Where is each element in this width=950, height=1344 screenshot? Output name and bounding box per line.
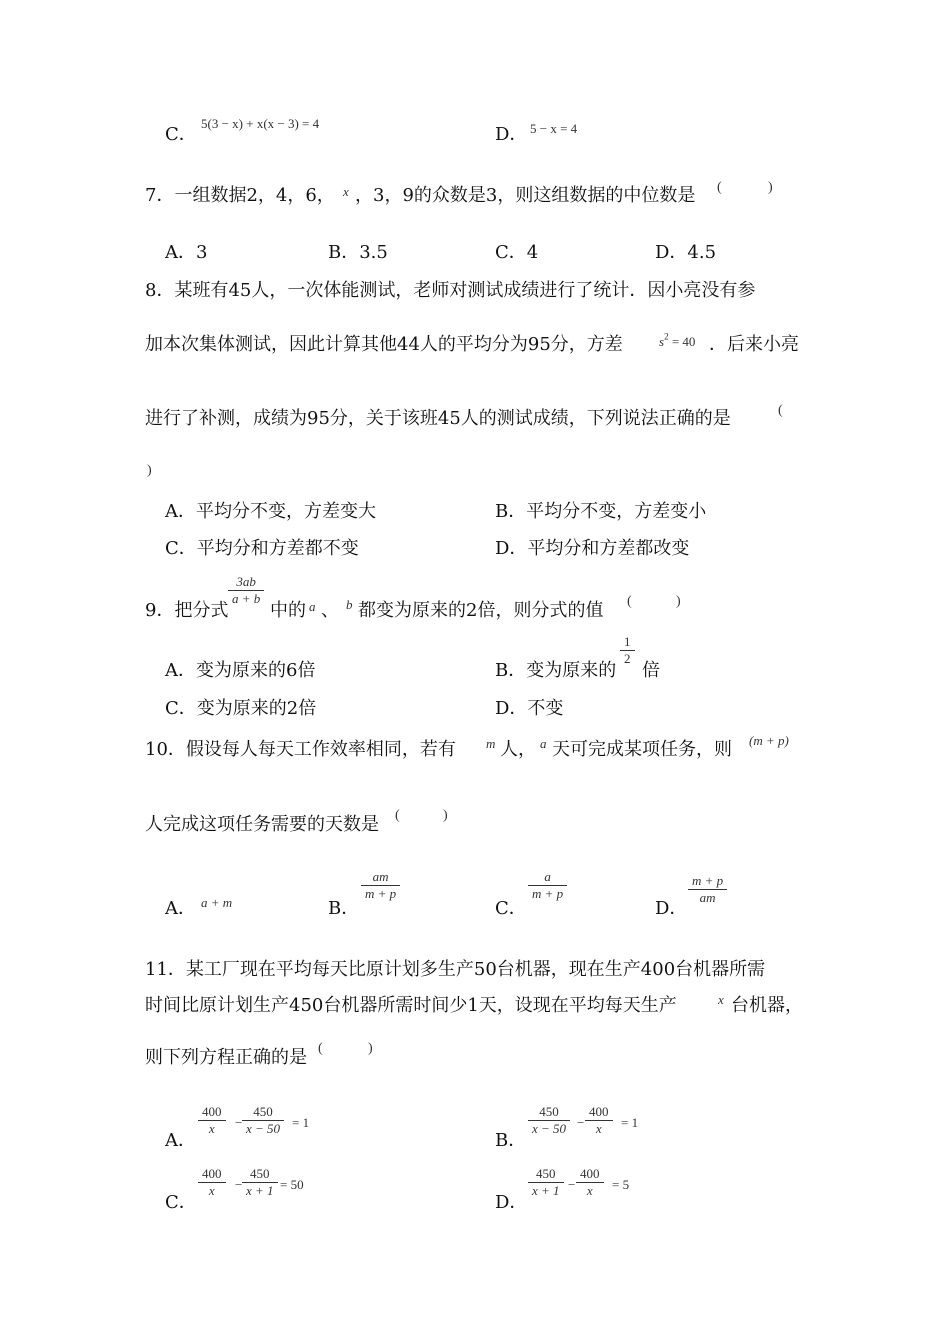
- q11-option-b-denominator-1: x − 50: [532, 1121, 567, 1136]
- q8-answer-paren-open: (: [778, 403, 783, 418]
- q11-option-d-label: D．: [495, 1192, 528, 1213]
- q11-option-b-numerator-1: 450: [539, 1104, 559, 1119]
- q9-option-b-fraction: [620, 634, 635, 667]
- q11-option-b-fraction-1: [528, 1104, 570, 1137]
- q10-option-d-denominator: am: [699, 890, 716, 905]
- q6-option-d-equation: 5 − x = 4: [530, 121, 578, 136]
- q11-option-c-denominator-2: x + 1: [246, 1183, 274, 1198]
- q11-option-a-label: A．: [165, 1130, 196, 1151]
- q8-option-b: B．平均分不变，方差变小: [495, 501, 707, 522]
- q11-option-c-minus: −: [235, 1177, 243, 1192]
- q11-option-b-fraction-2: [585, 1104, 613, 1137]
- q7-variable-x: x: [343, 184, 349, 199]
- q8-option-d: D．平均分和方差都改变: [495, 538, 690, 559]
- q11-option-a-denominator-1: x: [208, 1121, 215, 1136]
- q7-stem-suffix: ，3，9的众数是3，则这组数据的中位数是: [355, 185, 696, 206]
- q11-option-c-numerator-1: 400: [202, 1166, 222, 1181]
- q11-option-a-fraction-1: [198, 1104, 226, 1137]
- q10-option-c-numerator: a: [544, 869, 551, 884]
- q9-answer-paren-open: (: [627, 594, 632, 609]
- q10-expression-m-plus-p: (m + p): [749, 733, 789, 748]
- q10-variable-a: a: [540, 736, 547, 751]
- q10-option-c-denominator: m + p: [532, 886, 564, 901]
- q9-stem-mid: 中的: [270, 600, 306, 621]
- q9-option-b-suffix: 倍: [642, 660, 660, 681]
- q8-stem-line-2: 加本次集体测试，因此计算其他44人的平均分为95分，方差: [145, 334, 623, 355]
- q10-stem-mid-2: 天可完成某项任务，则: [552, 739, 732, 760]
- q8-variance-exponent: 2: [664, 331, 669, 342]
- q10-option-c-fraction: [528, 869, 567, 902]
- q9-variable-b: b: [346, 597, 353, 612]
- q10-variable-m: m: [486, 736, 496, 751]
- q11-option-a-minus: −: [235, 1115, 243, 1130]
- q11-option-d-denominator-1: x + 1: [532, 1183, 560, 1198]
- q10-option-c-label: C．: [495, 898, 527, 919]
- q11-option-a-numerator-1: 400: [202, 1104, 222, 1119]
- q10-answer-paren-open: (: [395, 808, 400, 823]
- q7-stem-prefix: 7．一组数据2，4，6，: [145, 185, 335, 206]
- q10-option-b-numerator: am: [372, 869, 389, 884]
- q11-option-a-rhs: = 1: [292, 1115, 310, 1130]
- q9-variable-a: a: [309, 599, 316, 614]
- q10-stem-line-1-prefix: 10．假设每人每天工作效率相同，若有: [145, 739, 456, 760]
- q11-option-a-numerator-2: 450: [253, 1104, 273, 1119]
- q11-option-c-fraction-1: [198, 1166, 226, 1199]
- q6-option-c-equation: 5(3 − x) + x(x − 3) = 4: [201, 116, 320, 131]
- q7-answer-paren-open: (: [717, 180, 722, 195]
- q11-variable-x: x: [718, 992, 724, 1007]
- q8-option-a: A．平均分不变，方差变大: [165, 501, 376, 522]
- q7-option-a: A．3: [165, 242, 208, 263]
- q11-option-d-numerator-1: 450: [536, 1166, 556, 1181]
- q8-answer-paren-close: ): [147, 463, 152, 478]
- q11-option-d-minus: −: [568, 1177, 576, 1192]
- q11-option-b-minus: −: [577, 1115, 585, 1130]
- q6-option-d-label: D．: [495, 124, 528, 145]
- q11-option-a-fraction-2: [242, 1104, 284, 1137]
- q11-option-c-denominator-1: x: [208, 1183, 215, 1198]
- q11-option-c-label: C．: [165, 1192, 197, 1213]
- q11-answer-paren-close: ): [368, 1041, 373, 1056]
- q7-answer-paren-close: ): [768, 180, 773, 195]
- q10-option-b-fraction: [361, 869, 400, 902]
- q9-fraction-numerator: 3ab: [236, 574, 256, 589]
- q9-option-c: C．变为原来的2倍: [165, 698, 317, 719]
- q9-separator: 、: [321, 600, 339, 621]
- q9-answer-paren-close: ): [676, 594, 681, 609]
- q7-option-c: C．4: [495, 242, 539, 263]
- q10-option-d-label: D．: [655, 898, 688, 919]
- q11-option-a-denominator-2: x − 50: [246, 1121, 281, 1136]
- q8-option-c: C．平均分和方差都不变: [165, 538, 359, 559]
- q10-option-b-denominator: m + p: [365, 886, 397, 901]
- q7-option-d: D．4.5: [655, 242, 717, 263]
- q8-variance-value: = 40: [668, 334, 696, 349]
- q8-stem-line-1: 8．某班有45人，一次体能测试，老师对测试成绩进行了统计．因小亮没有参: [145, 280, 756, 301]
- q10-answer-paren-close: ): [443, 808, 448, 823]
- q11-option-d-fraction-2: [576, 1166, 604, 1199]
- q9-option-a: A．变为原来的6倍: [165, 660, 316, 681]
- q10-option-a-label: A．: [165, 898, 196, 919]
- q11-option-b-rhs: = 1: [621, 1115, 639, 1130]
- q11-stem-line-2-end: 台机器，: [731, 995, 803, 1016]
- q11-option-b-label: B．: [495, 1130, 527, 1151]
- q11-option-d-denominator-2: x: [586, 1183, 593, 1198]
- q11-option-c-rhs: = 50: [280, 1177, 304, 1192]
- q10-stem-line-2: 人完成这项任务需要的天数是: [145, 814, 379, 835]
- q11-option-d-fraction-1: [528, 1166, 564, 1199]
- q10-option-b-label: B．: [328, 898, 360, 919]
- q11-answer-paren-open: (: [318, 1041, 323, 1056]
- q10-stem-mid-1: 人，: [500, 739, 536, 760]
- q9-fraction-denominator: a + b: [232, 591, 261, 606]
- q8-variance-expression: [659, 331, 695, 350]
- q11-option-c-numerator-2: 450: [250, 1166, 270, 1181]
- q9-fraction: [228, 574, 264, 607]
- q6-option-c-label: C．: [165, 124, 197, 145]
- q11-option-d-numerator-2: 400: [580, 1166, 600, 1181]
- q10-option-a-expression: a + m: [201, 895, 233, 910]
- q11-option-d-rhs: = 5: [612, 1177, 630, 1192]
- q11-option-b-denominator-2: x: [595, 1121, 602, 1136]
- q8-variance-symbol: s: [659, 334, 665, 349]
- q11-option-c-fraction-2: [242, 1166, 278, 1199]
- q9-option-b-denominator: 2: [624, 651, 631, 666]
- q11-option-b-numerator-2: 400: [589, 1104, 609, 1119]
- q8-stem-line-2-end: ．后来小亮: [709, 334, 799, 355]
- q9-option-b-prefix: B．变为原来的: [495, 660, 617, 681]
- q10-option-d-fraction: [688, 873, 727, 906]
- q9-option-b-numerator: 1: [624, 634, 631, 649]
- q10-option-d-numerator: m + p: [692, 873, 724, 888]
- q9-option-d: D．不变: [495, 698, 564, 719]
- q9-stem-suffix: 都变为原来的2倍，则分式的值: [358, 600, 604, 621]
- q11-stem-line-2: 时间比原计划生产450台机器所需时间少1天，设现在平均每天生产: [145, 995, 677, 1016]
- q11-stem-line-1: 11．某工厂现在平均每天比原计划多生产50台机器，现在生产400台机器所需: [145, 959, 766, 980]
- q9-stem-prefix: 9．把分式: [145, 600, 229, 621]
- q11-stem-line-3: 则下列方程正确的是: [145, 1047, 307, 1068]
- q8-stem-line-3: 进行了补测，成绩为95分，关于该班45人的测试成绩，下列说法正确的是: [145, 408, 731, 429]
- q7-option-b: B．3.5: [328, 242, 388, 263]
